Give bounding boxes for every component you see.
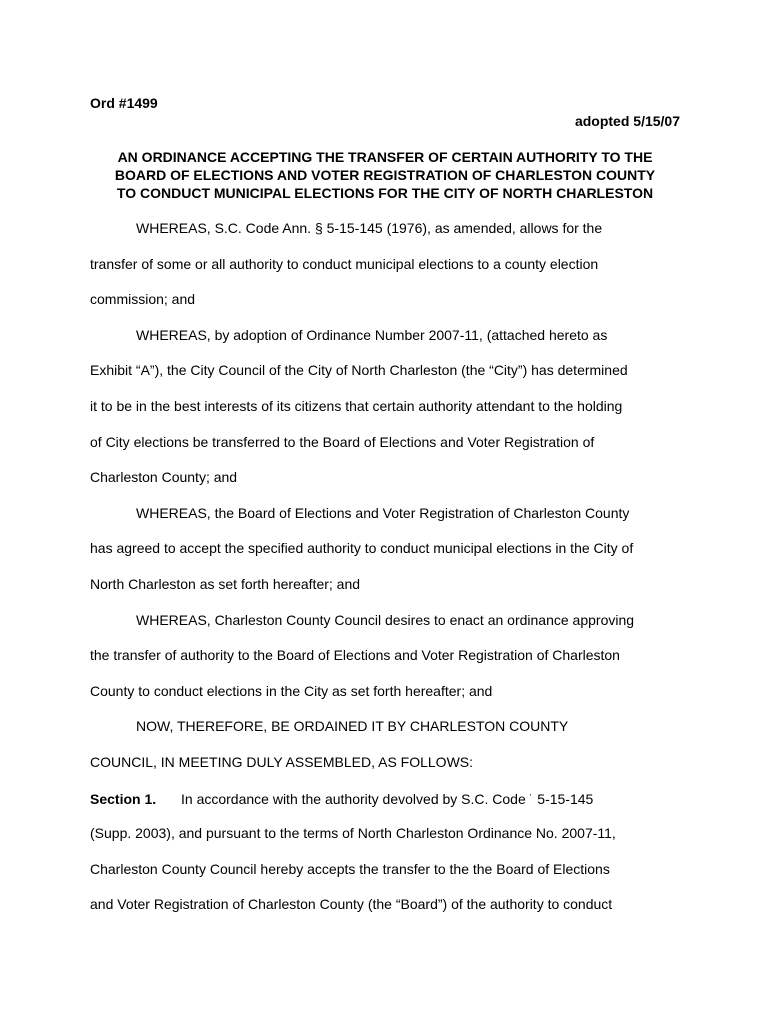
body-line: County to conduct elections in the City as set forth hereafter; and <box>90 682 493 699</box>
body-line: (Supp. 2003), and pursuant to the terms of North Charleston Ordinance No. 2007-11, <box>90 825 616 842</box>
title-line: TO CONDUCT MUNICIPAL ELECTIONS FOR THE CITY OF NORTH CHARLESTON <box>116 185 654 201</box>
body-line: Exhibit “A”), the City Council of the City of North Charleston (the “City”) has determined <box>90 362 628 379</box>
whereas-paragraph-line: WHEREAS, the Board of Elections and Voter Registration of Charleston County <box>136 504 630 521</box>
body-line: COUNCIL, IN MEETING DULY ASSEMBLED, AS FOLLOWS: <box>90 753 474 770</box>
body-line: transfer of some or all authority to conduct municipal elections to a county election <box>90 255 599 272</box>
ordained-paragraph-line: NOW, THEREFORE, BE ORDAINED IT BY CHARLESTON COUNTY <box>136 718 569 735</box>
body-line: commission; and <box>90 291 196 308</box>
body-line: of City elections be transferred to the Board of Elections and Voter Registration of <box>90 433 595 450</box>
body-line: has agreed to accept the specified authority to conduct municipal elections in the City of <box>90 540 634 557</box>
whereas-paragraph-line: WHEREAS, Charleston County Council desires to enact an ordinance approving <box>136 611 635 628</box>
ordinance-title <box>85 148 685 202</box>
section-1-text: In accordance with the authority devolved by S.C. Code <box>181 790 526 807</box>
title-line: BOARD OF ELECTIONS AND VOTER REGISTRATION OF CHARLESTON COUNTY <box>114 167 656 183</box>
body-line: and Voter Registration of Charleston County (the “Board”) of the authority to conduct <box>90 896 613 913</box>
body-line: Charleston County; and <box>90 469 238 486</box>
adoption-date: adopted 5/15/07 <box>574 113 680 129</box>
section-symbol: ' <box>529 792 532 802</box>
whereas-paragraph-line: WHEREAS, by adoption of Ordinance Number 2007-11, (attached hereto as <box>136 326 608 343</box>
ordinance-number: Ord #1499 <box>90 95 158 111</box>
body-line: North Charleston as set forth hereafter; and <box>90 575 361 592</box>
section-1-code: 5-15-145 <box>537 790 594 807</box>
section-1-first-line <box>90 786 690 822</box>
body-line: it to be in the best interests of its citizens that certain authority attendant to the holding <box>90 397 623 414</box>
ordinance-body <box>90 216 690 928</box>
body-line: the transfer of authority to the Board of Elections and Voter Registration of Charleston <box>90 647 620 664</box>
section-1-label: Section 1. <box>90 790 157 807</box>
title-line: AN ORDINANCE ACCEPTING THE TRANSFER OF CERTAIN AUTHORITY TO THE <box>117 149 653 165</box>
body-line: Charleston County Council hereby accepts the transfer to the the Board of Elections <box>90 860 610 877</box>
whereas-paragraph-line: WHEREAS, S.C. Code Ann. § 5-15-145 (1976), as amended, allows for the <box>136 220 603 236</box>
